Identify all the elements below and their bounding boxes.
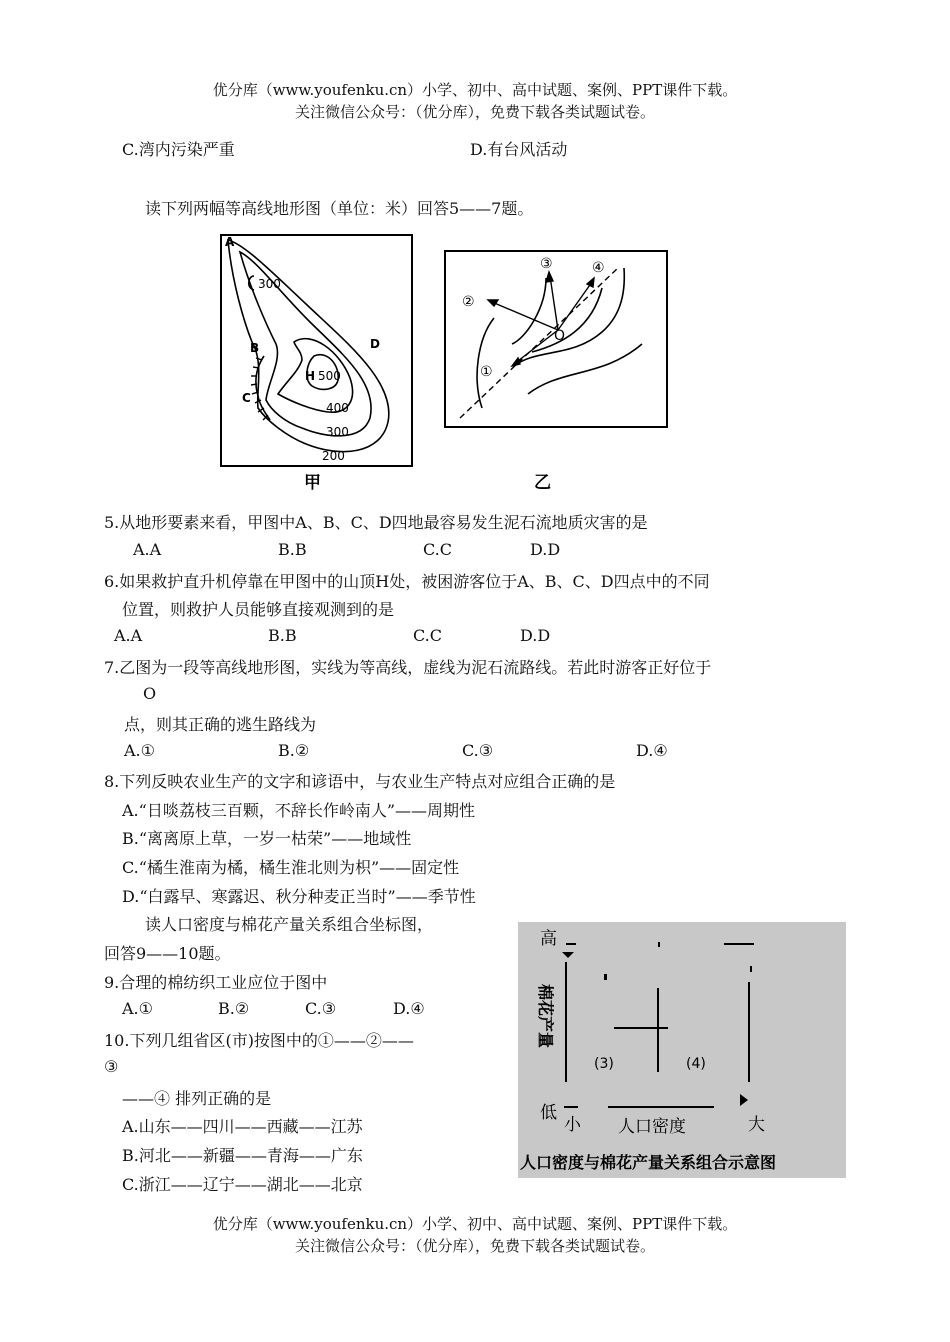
q9-option-b: B.② <box>218 999 250 1018</box>
q8-option-c: C.“橘生淮南为橘，橘生淮北则为枳”——固定性 <box>122 858 460 877</box>
q8-option-d: D.“白露早、寒露迟、秋分种麦正当时”——季节性 <box>122 887 476 906</box>
q6-stem-2: 位置，则救护人员能够直接观测到的是 <box>122 600 395 619</box>
intro-9-10-line-1: 读人口密度与棉花产量关系组合坐标图， <box>145 915 434 934</box>
map-yi-caption: 乙 <box>534 473 551 493</box>
point-c-label: C <box>242 391 251 405</box>
q10-option-b: B.河北——新疆——青海——广东 <box>122 1146 363 1165</box>
q5-option-b: B.B <box>278 540 307 559</box>
x-axis-small: 小 <box>564 1115 581 1135</box>
map-jia <box>216 232 416 496</box>
q7-stem-1: 7.乙图为一段等高线地形图，实线为等高线，虚线为泥石流路线。若此时游客正好位于 <box>104 658 712 677</box>
q5-option-a: A.A <box>133 540 162 559</box>
q5-stem: 5.从地形要素来看，甲图中A、B、C、D四地最容易发生泥石流地质灾害的是 <box>104 513 648 532</box>
q8-stem: 8.下列反映农业生产的文字和谚语中，与农业生产特点对应组合正确的是 <box>104 772 616 791</box>
header-line-2: 关注微信公众号：（优分库），免费下载各类试题试卷。 <box>294 103 655 121</box>
contour-500: 500 <box>318 369 341 383</box>
q7-option-a: A.① <box>124 741 155 760</box>
q8-option-a: A.“日啖荔枝三百颗，不辞长作岭南人”——周期性 <box>122 801 476 820</box>
q6-stem-1: 6.如果救护直升机停靠在甲图中的山顶H处，被困游客位于A、B、C、D四点中的不同 <box>104 572 710 591</box>
q6-option-d: D.D <box>520 626 551 645</box>
y-axis-high: 高 <box>540 929 557 949</box>
q8-option-b: B.“离离原上草，一岁一枯荣”——地域性 <box>122 829 412 848</box>
q7-stem-3: 点，则其正确的逃生路线为 <box>124 715 317 734</box>
y-axis-low: 低 <box>540 1103 557 1123</box>
q7-option-c: C.③ <box>462 741 494 760</box>
intro-5-7: 读下列两幅等高线地形图（单位：米）回答5——7题。 <box>145 199 534 218</box>
point-4-label: ④ <box>592 260 605 276</box>
x-axis-label: 人口密度 <box>618 1117 686 1137</box>
q5-option-c: C.C <box>423 540 452 559</box>
q10-stem-1: 10.下列几组省区(市)按图中的①——②—— <box>104 1031 414 1050</box>
q9-option-d: D.④ <box>393 999 425 1018</box>
q9-option-a: A.① <box>122 999 153 1018</box>
y-axis-label: 棉花产量 <box>536 984 555 1049</box>
map-yi <box>442 248 672 496</box>
point-3-label: ③ <box>540 256 553 272</box>
q7-stem-2: O <box>143 684 157 703</box>
header-line-1: 优分库（www.youfenku.cn）小学、初中、高中试题、案例、PPT课件下载。 <box>212 81 738 99</box>
footer-line-1: 优分库（www.youfenku.cn）小学、初中、高中试题、案例、PPT课件下载。 <box>212 1215 738 1233</box>
chart-caption: 人口密度与棉花产量关系组合示意图 <box>520 1153 777 1172</box>
q10-stem-3: ——④ 排列正确的是 <box>122 1089 272 1108</box>
quadrant-3-label: (3) <box>594 1056 614 1072</box>
prev-option-d: D.有台风活动 <box>470 140 568 159</box>
cotton-density-chart <box>518 922 846 1178</box>
q5-option-d: D.D <box>530 540 561 559</box>
point-b-label: B <box>250 341 260 355</box>
q10-option-c: C.浙江——辽宁——湖北——北京 <box>122 1175 363 1194</box>
map-jia-caption: 甲 <box>304 473 321 493</box>
q9-option-c: C.③ <box>305 999 337 1018</box>
q7-option-d: D.④ <box>636 741 668 760</box>
point-a-label: A <box>225 235 235 249</box>
point-1-label: ① <box>480 364 493 380</box>
quadrant-4-label: (4) <box>686 1056 706 1072</box>
point-o-label: O <box>554 328 566 344</box>
intro-9-10-line-2: 回答9——10题。 <box>104 944 231 963</box>
q6-option-a: A.A <box>114 626 143 645</box>
point-2-label: ② <box>462 294 475 310</box>
q10-stem-2: ③ <box>104 1057 119 1076</box>
q7-option-b: B.② <box>278 741 310 760</box>
point-d-label: D <box>370 337 380 351</box>
q6-option-b: B.B <box>268 626 297 645</box>
point-h-label: H <box>305 369 316 383</box>
q6-option-c: C.C <box>413 626 442 645</box>
prev-option-c: C.湾内污染严重 <box>122 140 235 159</box>
footer-line-2: 关注微信公众号：（优分库），免费下载各类试题试卷。 <box>294 1237 655 1255</box>
x-axis-big: 大 <box>748 1115 765 1135</box>
contour-300-top: 300 <box>258 277 281 291</box>
q9-stem: 9.合理的棉纺织工业应位于图中 <box>104 973 328 992</box>
contour-200: 200 <box>322 449 345 463</box>
q10-option-a: A.山东——四川——西藏——江苏 <box>122 1117 363 1136</box>
contour-400: 400 <box>326 401 349 415</box>
contour-300: 300 <box>326 425 349 439</box>
